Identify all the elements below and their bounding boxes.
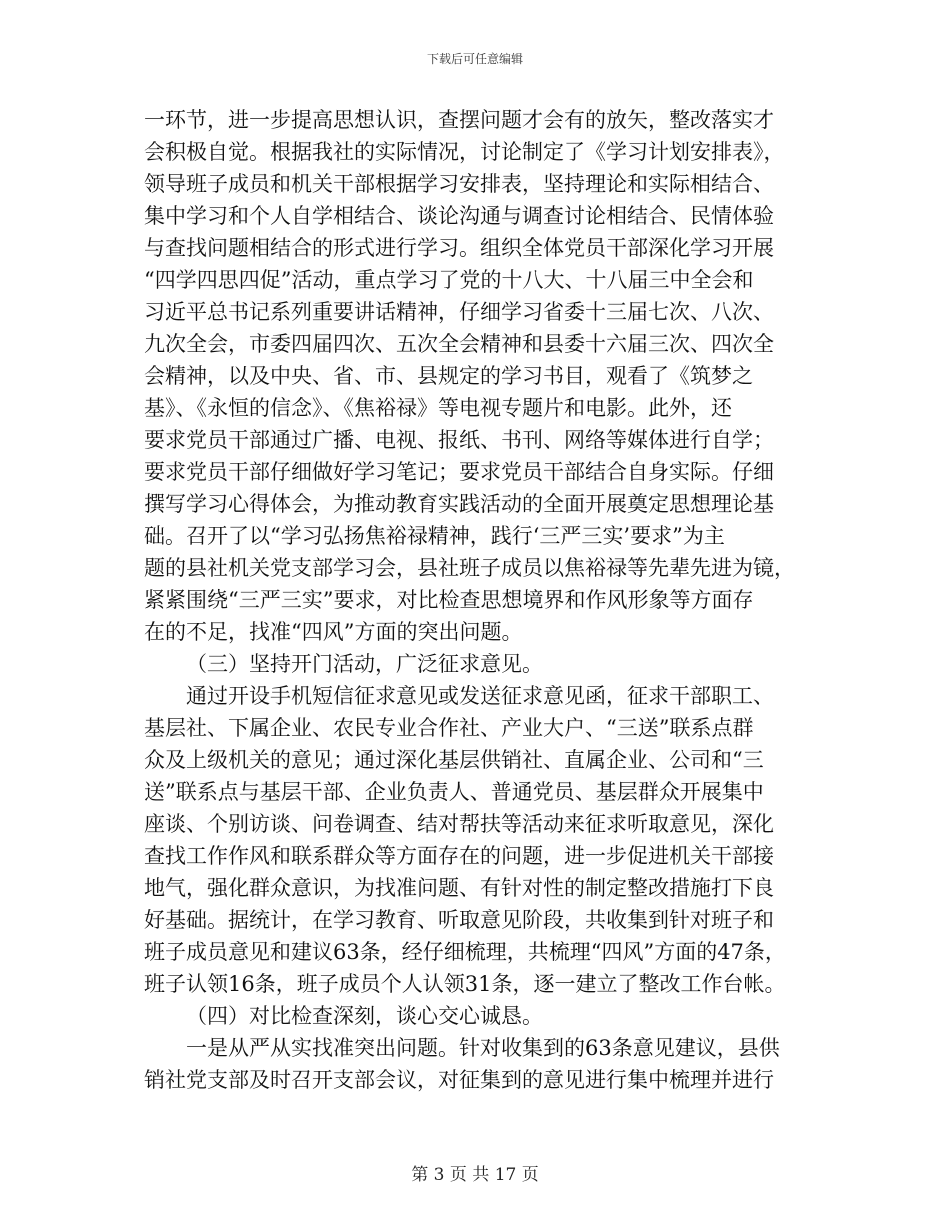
text-line: 好基础。据统计，在学习教育、听取意见阶段，共收集到针对班子和 bbox=[144, 908, 774, 932]
text-line: 班子成员意见和建议63条，经仔细梳理，共梳理“四风”方面的47条， bbox=[144, 940, 786, 964]
text-line: 查找工作作风和联系群众等方面存在的问题，进一步促进机关干部接 bbox=[144, 844, 774, 868]
text-line: 班子认领16条，班子成员个人认领31条，逐一建立了整改工作台帐。 bbox=[144, 972, 786, 996]
page-footer: 第 3 页 共 17 页 bbox=[411, 1165, 539, 1185]
text-line: 集中学习和个人自学相结合、谈论沟通与调查讨论相结合、民情体验 bbox=[144, 204, 774, 228]
text-line: 要求党员干部通过广播、电视、报纸、书刊、网络等媒体进行自学； bbox=[144, 428, 774, 452]
text-line: 九次全会，市委四届四次、五次全会精神和县委十六届三次、四次全 bbox=[144, 332, 774, 356]
document-body bbox=[144, 104, 808, 1096]
text-line: 一环节，进一步提高思想认识，查摆问题才会有的放矢，整改落实才 bbox=[144, 108, 774, 132]
text-line: 一是从严从实找准突出问题。针对收集到的63条意见建议，县供 bbox=[186, 1036, 780, 1060]
text-line: 习近平总书记系列重要讲话精神，仔细学习省委十三届七次、八次、 bbox=[144, 300, 774, 324]
text-line: 会精神，以及中央、省、市、县规定的学习书目，观看了《筑梦之 bbox=[144, 364, 753, 388]
text-line: 题的县社机关党支部学习会，县社班子成员以焦裕禄等先辈先进为镜， bbox=[144, 556, 795, 580]
text-line: 与查找问题相结合的形式进行学习。组织全体党员干部深化学习开展 bbox=[144, 236, 774, 260]
text-line: 在的不足，找准“四风”方面的突出问题。 bbox=[144, 620, 523, 644]
text-line: 紧紧围绕“三严三实”要求，对比检查思想境界和作风形象等方面存 bbox=[144, 588, 754, 612]
text-line: 础。召开了以“学习弘扬焦裕禄精神，践行‘三严三实’要求”为主 bbox=[144, 524, 725, 548]
text-line: 基层社、下属企业、农民专业合作社、产业大户、“三送”联系点群 bbox=[144, 716, 754, 740]
text-line: “四学四思四促”活动，重点学习了党的十八大、十八届三中全会和 bbox=[144, 268, 754, 292]
text-line: 基》、《永恒的信念》、《焦裕禄》等电视专题片和电影。此外，还 bbox=[144, 396, 732, 420]
text-line: 撰写学习心得体会，为推动教育实践活动的全面开展奠定思想理论基 bbox=[144, 492, 774, 516]
text-line: 送”联系点与基层干部、企业负责人、普通党员、基层群众开展集中 bbox=[144, 780, 764, 804]
text-line: 领导班子成员和机关干部根据学习安排表，坚持理论和实际相结合、 bbox=[144, 172, 774, 196]
text-line: 会积极自觉。根据我社的实际情况，讨论制定了《学习计划安排表》， bbox=[144, 140, 785, 164]
page-header: 下载后可任意编辑 bbox=[426, 52, 523, 66]
text-line: 众及上级机关的意见；通过深化基层供销社、直属企业、公司和“三 bbox=[144, 748, 764, 772]
section-heading: （三）坚持开门活动，广泛征求意见。 bbox=[186, 652, 543, 676]
text-line: 销社党支部及时召开支部会议，对征集到的意见进行集中梳理并进行 bbox=[144, 1068, 774, 1092]
text-line: 地气，强化群众意识，为找准问题、有针对性的制定整改措施打下良 bbox=[144, 876, 774, 900]
text-line: 通过开设手机短信征求意见或发送征求意见函，征求干部职工、 bbox=[186, 684, 774, 708]
text-line: 要求党员干部仔细做好学习笔记；要求党员干部结合自身实际。仔细 bbox=[144, 460, 774, 484]
section-heading: （四）对比检查深刻，谈心交心诚恳。 bbox=[186, 1004, 543, 1028]
text-line: 座谈、个别访谈、问卷调查、结对帮扶等活动来征求听取意见，深化 bbox=[144, 812, 774, 836]
